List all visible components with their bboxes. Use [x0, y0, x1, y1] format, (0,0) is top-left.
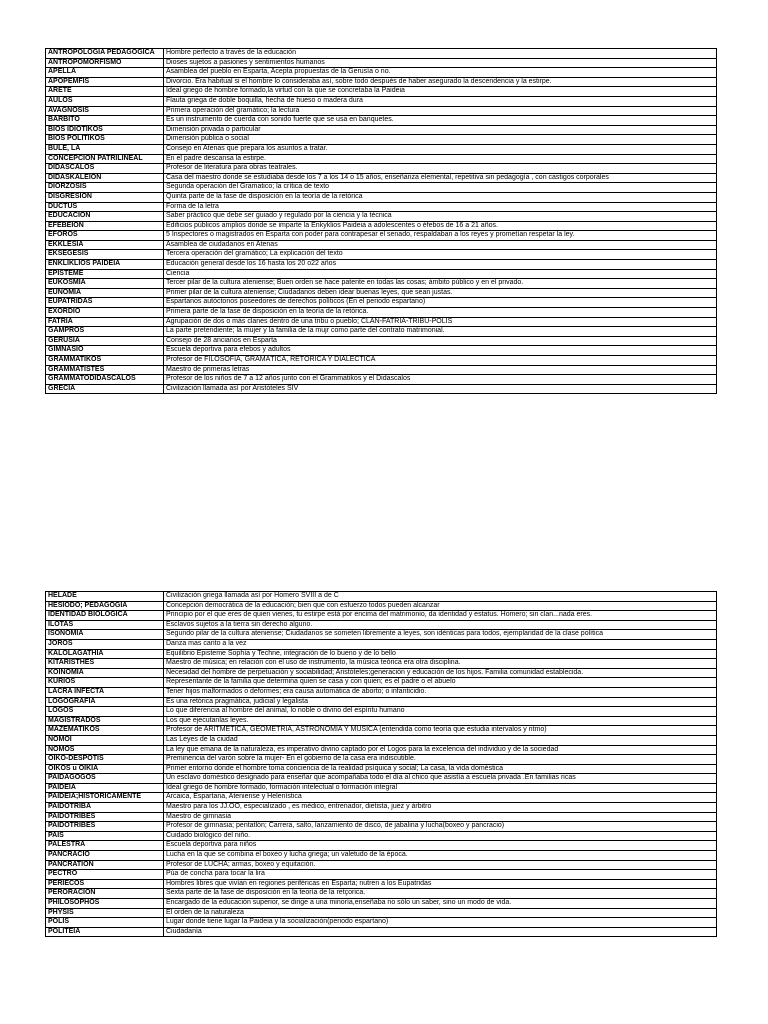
definition-cell: En el padre descansa la estirpe. [164, 154, 717, 164]
term-cell: ANTROPOLOGÍA PEDAGÓGICA [46, 49, 164, 59]
term-cell: ENKLIKLIOS PAIDEIA [46, 260, 164, 270]
definition-cell: Arcaica, Espartana, Ateniense y Helenística [164, 793, 717, 803]
term-cell: FATRIA [46, 317, 164, 327]
term-cell: DISGRESIÓN [46, 192, 164, 202]
term-cell: ISONOMÍA [46, 630, 164, 640]
glossary-table-2 [45, 591, 717, 937]
term-cell: CONCEPCIÓN PATRILINEAL [46, 154, 164, 164]
definition-cell: Primer pilar de la cultura ateniense; Ciudadanos deben idear buenas leyes, que sean justas. [164, 288, 717, 298]
table-row [46, 745, 717, 755]
definition-cell: Principio por el que eres de quien vienes, tu estirpe está por encima del matrimonio, da identidad y estatus. Homero; sin clan...nada eres. [164, 611, 717, 621]
definition-cell: Maestro para los JJ.OO, especializado , es médico, entrenador, dietista, juez y árbitro [164, 803, 717, 813]
term-cell: NOMOI [46, 735, 164, 745]
definition-cell: Tercera operación del gramático; La explicación del texto [164, 250, 717, 260]
term-cell: GRAMMATODIDASCALOS [46, 375, 164, 385]
term-cell: PAIDAGOGOS [46, 774, 164, 784]
term-cell: GAMPRÓS [46, 327, 164, 337]
definition-cell: Asamblea de ciudadanos en Atenas [164, 240, 717, 250]
table-row [46, 927, 717, 937]
table-row [46, 173, 717, 183]
term-cell: POLIS [46, 918, 164, 928]
term-cell: ÉFOROS [46, 231, 164, 241]
table-row [46, 375, 717, 385]
term-cell: KURIOS [46, 678, 164, 688]
table-row [46, 164, 717, 174]
term-cell: ILOTAS [46, 620, 164, 630]
table-row [46, 49, 717, 59]
table-row [46, 221, 717, 231]
definition-cell: Escuela deportiva para niños [164, 841, 717, 851]
table-row [46, 87, 717, 97]
term-cell: GERUSÍA [46, 336, 164, 346]
table-row [46, 58, 717, 68]
table-row [46, 154, 717, 164]
term-cell: GRAMMATIKOS [46, 356, 164, 366]
term-cell: OÍKOS u OIKÍA [46, 764, 164, 774]
definition-cell: Segunda operación del Gramatico; la crítica de texto [164, 183, 717, 193]
term-cell: ARETÉ [46, 87, 164, 97]
term-cell: EPISTEME [46, 269, 164, 279]
table-row [46, 125, 717, 135]
table-row [46, 726, 717, 736]
table-row [46, 831, 717, 841]
definition-cell: Asamblea del pueblo en Esparta, Acepta propuestas de la Gerusía o no. [164, 68, 717, 78]
term-cell: GRECIA [46, 384, 164, 394]
term-cell: PERORACIÓN [46, 889, 164, 899]
term-cell: GRAMMATISTÉS [46, 365, 164, 375]
definition-cell: Segundo pilar de la cultura ateniense; Ciudadanos se someten libremente a leyes, son idénticas para todos, ejemplaridad de la clase política [164, 630, 717, 640]
definition-cell: Lo que diferencia al hombre del animal, lo noble o divino del espíritu humano [164, 707, 717, 717]
table-row [46, 77, 717, 87]
definition-cell: Púa de concha para tocar la lira [164, 870, 717, 880]
term-cell: EDUCACIÓN [46, 212, 164, 222]
definition-cell: Un esclavo doméstico designado para enseñar que acompañaba todo el día al chico que asistía a escuela privada .En familias ricas [164, 774, 717, 784]
term-cell: PHILOSOPHÓS [46, 899, 164, 909]
definition-cell: Cuidado biológico del niño. [164, 831, 717, 841]
definition-cell: Preminencia del varón sobre la mujer- En el gobierno de la casa era indiscutible. [164, 755, 717, 765]
term-cell: PHYSIS [46, 908, 164, 918]
table-row [46, 697, 717, 707]
definition-cell: Agrupación de dos o más clanes dentro de una tribu o pueblo; CLAN-FATRIA-TRIBU-POLIS [164, 317, 717, 327]
table-row [46, 192, 717, 202]
table-row [46, 659, 717, 669]
term-cell: APELLA [46, 68, 164, 78]
term-cell: PANCRATIÓN [46, 860, 164, 870]
definition-cell: Educación general desde los 16 hasta los 20 o22 años [164, 260, 717, 270]
definition-cell: Equilibrio Episteme Sophía y Techne, integración de lo bueno y de lo bello [164, 649, 717, 659]
table-row [46, 803, 717, 813]
table-row [46, 879, 717, 889]
term-cell: BULÉ, LA [46, 144, 164, 154]
term-cell: MAZEMATIKOS [46, 726, 164, 736]
table-row [46, 918, 717, 928]
definition-cell: Consejo de 28 ancianos en Esparta [164, 336, 717, 346]
definition-cell: Profesor de FILOSOFÍA, GRAMÁTICA, RETÓRICA Y DIALÉCTICA [164, 356, 717, 366]
definition-cell: Profesor de ARITMÉTICA, GEOMETRÍA, ASTRONOMÍA Y MÚSICA (entendida como teoría que estudia intervalos y ritmo) [164, 726, 717, 736]
term-cell: MAGISTRADOS [46, 716, 164, 726]
table-row [46, 649, 717, 659]
table-row [46, 384, 717, 394]
table-row [46, 202, 717, 212]
definition-cell: Quinta parte de la fase de disposición en la teoría de la retórica [164, 192, 717, 202]
term-cell: BIOS IDIOTIKOS [46, 125, 164, 135]
definition-cell: Encargado de la educación superior, se dirige a una minoría,enseñaba no sólo un saber, sino un modo de vida. [164, 899, 717, 909]
table-row [46, 812, 717, 822]
glossary-table-1 [45, 48, 717, 394]
table-row [46, 716, 717, 726]
definition-cell: Dimensión pública o social [164, 135, 717, 145]
term-cell: BIOS POLITIKOS [46, 135, 164, 145]
definition-cell: La ley que emana de la naturaleza, es imperativo divino captado por el Logos para la excelencia del individuo y de la sociedad [164, 745, 717, 755]
term-cell: IDENTIDAD BIOLÓGICA [46, 611, 164, 621]
table-row [46, 783, 717, 793]
table-row [46, 336, 717, 346]
table-row [46, 68, 717, 78]
term-cell: AULÓS [46, 96, 164, 106]
term-cell: JOROS [46, 639, 164, 649]
term-cell: LOGOS [46, 707, 164, 717]
table-row [46, 356, 717, 366]
definition-cell: Edificios públicos amplios donde se imparte la Enkyklios Paideia a adolescentes o éfebos de 16 a 21 años. [164, 221, 717, 231]
definition-cell: Profesor de LUCHA; armas, boxeo y equitación. [164, 860, 717, 870]
table-row [46, 601, 717, 611]
table-row [46, 668, 717, 678]
table-row [46, 144, 717, 154]
term-cell: HÉLADE [46, 592, 164, 602]
definition-cell: Saber práctico que debe ser guiado y regulado por la ciencia y la técnica [164, 212, 717, 222]
table-row [46, 687, 717, 697]
definition-cell: Ciudadanía [164, 927, 717, 937]
definition-cell: Danza mas canto a la vez [164, 639, 717, 649]
definition-cell: Forma de la letra [164, 202, 717, 212]
definition-cell: Hombre perfecto a través de la educación [164, 49, 717, 59]
table-row [46, 639, 717, 649]
definition-cell: Divorcio. Era habitual si el hombre lo consideraba así, sobre todo después de haber asegurado la descendencia y la estirpe. [164, 77, 717, 87]
term-cell: ANTROPOMORFISMO [46, 58, 164, 68]
term-cell: EUKOSMÍA [46, 279, 164, 289]
definition-cell: Consejo en Atenas que prepara los asuntos a tratar. [164, 144, 717, 154]
term-cell: PALESTRA [46, 841, 164, 851]
definition-cell: Lucha en la que se combina el boxeo y lucha griega; un valetudo de la época. [164, 851, 717, 861]
term-cell: PAIDEIA [46, 783, 164, 793]
table-row [46, 908, 717, 918]
definition-cell: Maestro de gimnasia [164, 812, 717, 822]
table-row [46, 327, 717, 337]
table-row [46, 106, 717, 116]
term-cell: KOINOMÍA [46, 668, 164, 678]
definition-cell: Maestro de música; en relación con el uso de instrumento, la música teórica era otra disciplina. [164, 659, 717, 669]
definition-cell: Las Leyes de la ciudad [164, 735, 717, 745]
table-row [46, 279, 717, 289]
definition-cell: Concepción democrática de la educación; bien que con esfuerzo todos pueden alcanzar [164, 601, 717, 611]
definition-cell: Civilización griega llamada así por Homero SVIII a de C [164, 592, 717, 602]
term-cell: EKSÉGESIS [46, 250, 164, 260]
term-cell: PAIDOTRIBES [46, 812, 164, 822]
table-row [46, 269, 717, 279]
definition-cell: Civilización llamada así por Aristóteles SIV [164, 384, 717, 394]
term-cell: DIDASCALOS [46, 164, 164, 174]
table-row [46, 755, 717, 765]
term-cell: KALOLAGATHÍA [46, 649, 164, 659]
table-row [46, 678, 717, 688]
term-cell: EUNOMÍA [46, 288, 164, 298]
definition-cell: Maestro de primeras letras [164, 365, 717, 375]
table-row [46, 860, 717, 870]
term-cell: EFEBEIÓN [46, 221, 164, 231]
table-row [46, 96, 717, 106]
term-cell: PAIDOTRIBES [46, 822, 164, 832]
table-row [46, 774, 717, 784]
table-row [46, 707, 717, 717]
term-cell: LACRA INFECTA [46, 687, 164, 697]
definition-cell: Dimensión privada o particular [164, 125, 717, 135]
definition-cell: Sexta parte de la fase de disposición en la teoría de la retçorica. [164, 889, 717, 899]
table-row [46, 240, 717, 250]
table-row [46, 764, 717, 774]
term-cell: BARBITO [46, 116, 164, 126]
definition-cell: Profesor de literatura para obras teatrales. [164, 164, 717, 174]
definition-cell: Tener hijos malformados o deformes; era causa automática de aborto; o infanticidio. [164, 687, 717, 697]
table-row [46, 231, 717, 241]
table-row [46, 116, 717, 126]
term-cell: OIKO-DESPOTIS [46, 755, 164, 765]
glossary-table-1-body [46, 49, 717, 394]
definition-cell: Ideal griego de hombre formado,la virtud con la que se concretaba la Paideia [164, 87, 717, 97]
definition-cell: Representante de la familia que determina quien se casa y con quien; es el padre o el abuelo [164, 678, 717, 688]
term-cell: APOPEMFIS [46, 77, 164, 87]
term-cell: PAIDOTRIBA [46, 803, 164, 813]
table-row [46, 620, 717, 630]
definition-cell: Escuela deportiva para efebos y adultos [164, 346, 717, 356]
definition-cell: Primer entorno donde el hombre toma conciencia de la realidad psíquica y social; La casa, la vida doméstica [164, 764, 717, 774]
table-row [46, 317, 717, 327]
table-row [46, 870, 717, 880]
term-cell: EUPATRIDAS [46, 298, 164, 308]
term-cell: PAIS [46, 831, 164, 841]
table-row [46, 611, 717, 621]
table-row [46, 889, 717, 899]
term-cell: DIORZOSIS [46, 183, 164, 193]
definition-cell: Lugar donde tiene lugar la Paideia y la socialización(periodo espartano) [164, 918, 717, 928]
table-row [46, 288, 717, 298]
definition-cell: 5 Inspectores o magistrados en Esparta con poder para contrapesar el senado, respaldaban a los reyes y prometían respetar la ley. [164, 231, 717, 241]
definition-cell: Tercer pilar de la cultura ateniense; Buen orden se hace patente en todas las cosas; ámbito público y en el privado. [164, 279, 717, 289]
definition-cell: Los que ejecutanlas leyes. [164, 716, 717, 726]
term-cell: HESIODO; PEDAGOGÍA [46, 601, 164, 611]
term-cell: AVAGNOSIS [46, 106, 164, 116]
definition-cell: Es un instrumento de cuerda con sonido fuerte que se usa en banquetes. [164, 116, 717, 126]
table-row [46, 212, 717, 222]
table-row [46, 250, 717, 260]
term-cell: EXORDIO [46, 308, 164, 318]
term-cell: EKKLESÍA [46, 240, 164, 250]
table-row [46, 592, 717, 602]
table-row [46, 822, 717, 832]
term-cell: LOGOGRAFÍA [46, 697, 164, 707]
term-cell: POLITEIA [46, 927, 164, 937]
table-row [46, 793, 717, 803]
table-row [46, 735, 717, 745]
definition-cell: Profesor de gimnasia; pentatlón; Carrera, salto, lanzamiento de disco, de jabalina y lucha(boxeo y pancracio) [164, 822, 717, 832]
term-cell: NOMOS [46, 745, 164, 755]
definition-cell: Primera parte de la fase de disposición en la teoría de la retórica. [164, 308, 717, 318]
table-row [46, 260, 717, 270]
table-row [46, 183, 717, 193]
table-row [46, 308, 717, 318]
term-cell: GIMNASIO [46, 346, 164, 356]
definition-cell: Profesor de los niños de 7 a 12 años junto con el Grammatikos y el Didascalos [164, 375, 717, 385]
definition-cell: Necesidad del hombre de perpetuación y sociabilidad; Aristóteles;generación y educación de los hijos. Familia comunidad establecida. [164, 668, 717, 678]
definition-cell: Flauta griega de doble boquilla, hecha de hueso o madera dura [164, 96, 717, 106]
definition-cell: Esclavos sujetos a la tierra sin derecho alguno. [164, 620, 717, 630]
definition-cell: La parte pretendiente; la mujer y la familia de la mujr como parte del contrato matrimonial. [164, 327, 717, 337]
definition-cell: Espartanos autóctonos poseedores de derechos políticos (En el periodo espartano) [164, 298, 717, 308]
definition-cell: Casa del maestro donde se estudiaba desde los 7 a los 14 o 15 años, enseñanza elemental, repetitiva sin pedagogía , con castigos corporales [164, 173, 717, 183]
table-row [46, 298, 717, 308]
term-cell: PERIECOS [46, 879, 164, 889]
term-cell: PECTRO [46, 870, 164, 880]
table-row [46, 135, 717, 145]
definition-cell: Hombres libres que vivían en regiones periféricas en Esparta; nutren a los Eupatridas [164, 879, 717, 889]
definition-cell: Primera operación del gramático; la lectura [164, 106, 717, 116]
definition-cell: El orden de la naturaleza [164, 908, 717, 918]
term-cell: KITARISTHÉS [46, 659, 164, 669]
term-cell: DUCTUS [46, 202, 164, 212]
term-cell: PAIDEIA;HISTORICAMENTE [46, 793, 164, 803]
term-cell: PANCRACIO [46, 851, 164, 861]
table-row [46, 851, 717, 861]
table-row [46, 365, 717, 375]
table-row [46, 899, 717, 909]
term-cell: DIDASKALEION [46, 173, 164, 183]
glossary-table-2-body [46, 592, 717, 937]
definition-cell: Ideal griego de hombre formado, formación intelectual o formación integral [164, 783, 717, 793]
table-row [46, 841, 717, 851]
table-row [46, 630, 717, 640]
definition-cell: Ciencia [164, 269, 717, 279]
table-row [46, 346, 717, 356]
definition-cell: Es una retórica pragmática, judicial y legalista [164, 697, 717, 707]
definition-cell: Dioses sujetos a pasiones y sentimientos humanos [164, 58, 717, 68]
